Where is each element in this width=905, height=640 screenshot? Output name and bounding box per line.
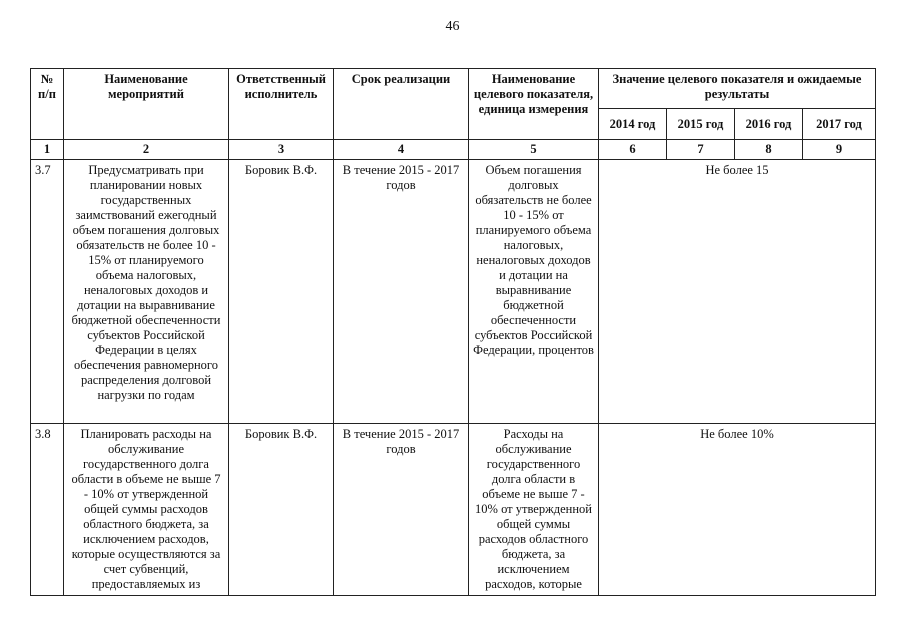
measures-table	[30, 68, 876, 596]
row-period: В течение 2015 - 2017 годов	[334, 160, 469, 424]
header-year-2015: 2015 год	[667, 109, 735, 140]
row-indicator: Объем погашения долговых обязательств не более 10 - 15% от планируемого объема налоговых, неналоговых доходов и дотации на выравнивание бюджетной обеспеченности субъектов Российской Федерации, процентов	[469, 160, 599, 424]
col-number-4: 4	[334, 140, 469, 160]
header-period: Срок реализации	[334, 69, 469, 140]
row-measure-name: Планировать расходы на обслуживание государственного долга области в объеме не выше 7 - 10% от утвержденной общей суммы расходов областного бюджета, за исключением расходов, которые осуществляются за счет субвенций, предоставляемых из	[64, 424, 229, 596]
row-num: 3.7	[31, 160, 64, 424]
table-row	[31, 160, 876, 424]
row-target-value: Не более 10%	[599, 424, 876, 596]
header-year-2014: 2014 год	[599, 109, 667, 140]
col-number-2: 2	[64, 140, 229, 160]
col-number-3: 3	[229, 140, 334, 160]
header-responsible: Ответственный исполнитель	[229, 69, 334, 140]
row-indicator: Расходы на обслуживание государственного долга области в объеме не выше 7 - 10% от утвержденной общей суммы расходов областного бюджета, за исключением расходов, которые	[469, 424, 599, 596]
col-number-8: 8	[735, 140, 803, 160]
table-row	[31, 424, 876, 596]
header-year-2016: 2016 год	[735, 109, 803, 140]
page-number: 46	[445, 19, 460, 34]
row-target-value: Не более 15	[599, 160, 876, 424]
header-indicator: Наименование целевого показателя, единица измерения	[469, 69, 599, 140]
row-period: В течение 2015 - 2017 годов	[334, 424, 469, 596]
header-num: № п/п	[31, 69, 64, 140]
header-year-2017: 2017 год	[803, 109, 876, 140]
row-measure-name: Предусматривать при планировании новых государственных заимствований ежегодный объем погашения долговых обязательств не более 10 - 15% от планируемого объема налоговых, неналоговых доходов и дотации на выравнивание бюджетной обеспеченности субъектов Российской Федерации в целях обеспечения равномерного распределения долговой нагрузки по годам	[64, 160, 229, 424]
header-name: Наименование мероприятий	[64, 69, 229, 140]
row-num: 3.8	[31, 424, 64, 596]
col-number-5: 5	[469, 140, 599, 160]
col-number-1: 1	[31, 140, 64, 160]
col-number-9: 9	[803, 140, 876, 160]
header-values: Значение целевого показателя и ожидаемые результаты	[599, 69, 876, 109]
row-responsible: Боровик В.Ф.	[229, 160, 334, 424]
col-number-7: 7	[667, 140, 735, 160]
col-number-6: 6	[599, 140, 667, 160]
row-responsible: Боровик В.Ф.	[229, 424, 334, 596]
